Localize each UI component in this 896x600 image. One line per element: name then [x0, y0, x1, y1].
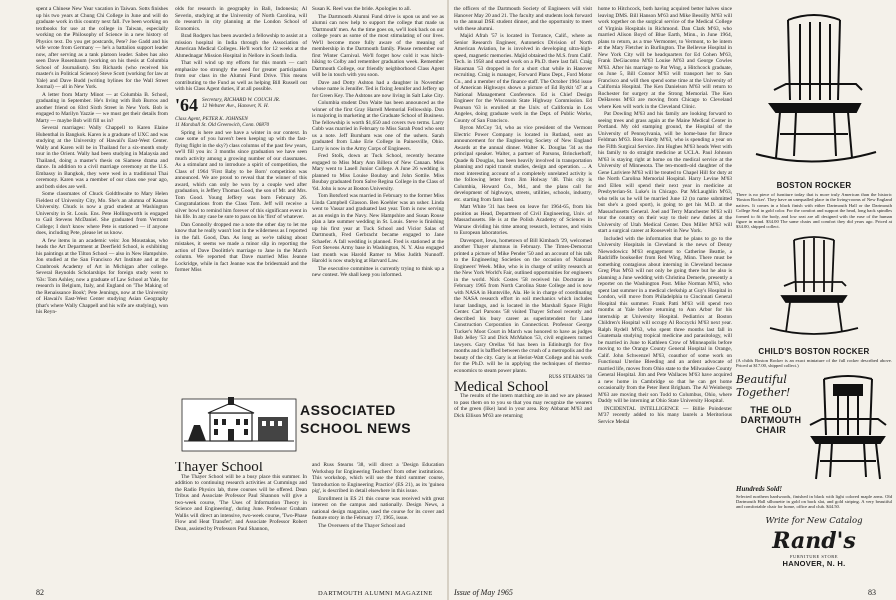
left-column-2	[175, 6, 307, 394]
paragraph: INCIDENTAL INTELLIGENCE — Billie Poindexter M'37 recently added to his many laurels a Meritorious Service Medal	[598, 405, 732, 425]
paragraph: The Thayer School will be a busy place this summer. In addition to continuing research activities at Cummings and the Radio Physics lab, three courses will be offered. Dean Tribus and Associate Professor Paul Shannon will give a two-week course, 'The Uses of Information Theory in Science and Engineering', during June. Professor Graham Wallis will direct an intensive, two-week course, 'Two-Phase Flow and Heat Transfer'; and Associate Professor Robert Dean, assisted by Professors Paul Shannon,	[175, 473, 307, 532]
paragraph: Pat Dowling M'63 and his family are looking forward to seeing trees and grass again at the Maine Medical Center in Portland. My old stamping ground, the Hospital of the University of Pennsylvania, will be home-base for Bruce Feldman M'63. Boss Hardy M'63, who is spending a year on the Fifth Surgical Service. Jim Hughes M'63 heads West with his family to do straight medicine at UCLA. Paul Johnson M'63 is staying right at home on the medical service at the University of Minnesota. The ten-month-old daughter of the Gene Lariviere M'63 will be treated to Chapel Hill for duty at the North Carolina Memorial Hospital. Harry Levine M'63 and Ellen will spend their next year in medicine at Presbyterian-St. Luke's in Chicago. Pat McLaughlin M'63, who tells us he will be married June 12 (to name submitted but she's a good sport), is going to get his M.D. at the Massachusetts General. Joel and Terry Manchester M'63 will tour the country on their way to their new duties at the University of Utah Medical Center. Don Miller M'63 will start a surgical career at Roosevelt in New York.	[598, 111, 732, 234]
childs-rocker-description: (A childs Boston Rocker is an exact miniature of the full rocker described above. Priced at $17.00, shipped collect.)	[736, 357, 892, 369]
issue-date: Issue of May 1965	[454, 588, 513, 597]
paragraph: Majid Afrah '57 is located in Torrance, Calif., where as Senior Research Engineer, Autonetics Division of North American Aviation, he is involved in developing ultra-high-speed, magnetic memories. Majid obtained the M.S. from Calif. Tech. in 1958 and started work on a Ph.D. there last fall. Craig Hausman '53 dropped in for a short chat while in Hanover recruiting. Craig is manager, Forward Plans Dept., Ford Motor Co., and a member of the finance staff. The October 1964 issue of American Highways shows a picture of Ed Byrkit '47 at a National Management Conference. Ed is Chief Design Engineer for the Wisconsin State Highway Commission. Ed Pearson '63 is enrolled at the Univ. of California in Los Angeles, doing graduate work in the Dept. of Public Works, County of San Francisco.	[454, 33, 592, 124]
right-column-1	[454, 6, 592, 584]
secretary-address: 12 Webster Ave., Hanover, N. H.	[202, 102, 269, 109]
brand-logo: Rand's	[772, 527, 856, 554]
thayer-heading: Thayer School	[175, 462, 263, 475]
beautiful-together: Beautiful Together!	[736, 372, 791, 399]
paragraph: olds for research in geography in Bali, Indonesia; Al Severin, studying at the University of North Carolina, will do research in city planning at the London School of Economics.	[175, 6, 307, 32]
associated-school-news-banner	[180, 395, 444, 455]
rocker-description: There is no piece of furniture today that is more truly American than the historic 'Boston Rocker'. They have an unequalled place in the living-rooms of New England natives. It comes in a black finish with either Dartmouth Hall or the Dartmouth College Seal in gold color. For the comfort and support the head, long back spindles formed to fit the body, and low seat are all designed with the ease of the human figure in mind. $34.00 The same chairs and comfort they did years ago. Priced at $34.00, shipped collect.	[736, 192, 892, 230]
right-column-2	[598, 6, 732, 584]
childs-rocker-illustration	[736, 232, 892, 342]
dartmouth-chair-illustration	[806, 373, 890, 483]
class-header-64	[175, 94, 307, 115]
rands-furniture-ad	[736, 8, 892, 580]
dartmouth-chair-block	[736, 373, 892, 483]
paragraph: Several marriages: Wally Chappell to Karen Elaine Hubenthal in Bangkok. Karen is a graduate of UXC and was studying at the University of Hawaii's East-West Center. Wally and Karen will be in Thailand for a six-month study tour in the Orient. Wally had been studying in Malaysia and Thailand, doing a master's thesis on Siamese drama and dance. In addition to a civil marriage ceremony at the U.S. Embassy in Bangkok, they were wed in a traditional Thai ceremony. Karen was a member of our class one year ago, and both sides are well.	[36, 125, 168, 190]
page-number-left: 82	[36, 588, 44, 597]
brand-city: HANOVER, N. H.	[782, 558, 846, 568]
class-agent: Class Agent, PETER K. JOHNSEN	[175, 115, 248, 122]
rocker-title: BOSTON ROCKER	[776, 181, 852, 190]
chair-name-line-2: DARTMOUTH	[740, 414, 802, 425]
childs-rocker-title: CHILD'S BOSTON ROCKER	[758, 346, 870, 356]
paragraph: A letter from Marty Minot — at Columbia B. School, graduating in September. He's living with Bob Burros and another friend on 83rd Sixth Street in New York. Bob is engaged to Marilyn Yazzie — we must get their details from Marty — maybe Bob will fill us in?	[36, 91, 168, 124]
hundreds-sold: Hundreds Sold!	[736, 484, 783, 493]
paragraph: Dan Connolly dropped me a note the other day to let me know that he really wasn't lost in the wilderness as I reported in the fall. Good, Dan. As long as we're talking about mistakes, it seems we made a minor slip in reporting the action of Dave Doolittle's marriage to Jane in the March column. We reported that Dave married Miss Jeanne Lockridge, while in fact Jeanne was the bridesmaid and the former Miss	[175, 221, 307, 274]
left-column-3	[312, 6, 444, 394]
paragraph: Enrollment in ES 21 this course was received with great interest on the campus and nationally. Design News, a national design magazine, used the course for its cover and feature story in the February 17, 1965, issue.	[312, 495, 444, 521]
chair-name-line-3: CHAIR	[756, 424, 786, 435]
paragraph: home to Hitchcock, both having acquired better halves since leaving DMS. Bill Hanson M'63 and Mike Bessilly M'63 will work together on the surgical service of the Medical College of Virginia Hospitals in Richmond. Dan Clark M'63, who married Alison Boyd of Blue Earth, Minn., in June 1964, plans to return, as a true Vermonter, to Vermont, to be intern at the Mary Fletcher in Burlington. The Bellevue Hospital in New York City will be headquarters for Ed Cohen M'63, Frank DeGiacomo M'63 Louise M'63 and George Cowles M'63. After his marriage to Pat Wing, a Hitchcock graduate, on June 5, Bill Connor M'63 will transport her to San Francisco and will then spend some time at the University of California Hospital. The Ken Danielson M'63 will return to Rochester for surgery at the Strong Memorial. The Ken DeHavens M'63 are moving from Chicago to Cleveland where Ken will work in the Cleveland Clinic.	[598, 6, 732, 110]
paragraph: Fred Stolk, down at Tuck School, recently became engaged to Miss Mary Ann Billera of New Canaan. Miss Mary went to Lasell Junior College. A June 26 wedding is planned to Miss Louise Boubay and John Sottile. Miss Boubay graduated from Salve Regina College in the Class of '64. John is now at Boston University.	[312, 153, 444, 192]
catalog-callout: Write for New Catalog	[765, 515, 863, 526]
paragraph: the officers of the Dartmouth Society of Engineers will visit Hanover May 20 and 21. The faculty and students look forward to the annual DSE student dinner, and the opportunity to meet with these alumni.	[454, 6, 592, 32]
paragraph: The executive committee is currently trying to think up a new contest. We shall keep you informed.	[312, 265, 444, 278]
paragraph: Included with the information that he plans to go to the University Hospitals in Cleveland is the news of Denny Niewodowicz M'63 engagement to Catherine Beattie, a Radcliffe bookseller from Red Wing, Minn. There must be something contagious about interning in Cleveland because Greg Plus M'63 will not only be going there but he also is planning a June wedding with Christina Demerle, presently a reporter on the Washington Post. Mike Norman M'63, who spent last summer in a medical clerkship at Guy's Hospital in London, will move from Philadelphia to Cincinnati General Hospital this summer. Frank Patti M'63 will spend two months at Yale before returning to Ann Arbor for his internship at University Hospital. Pediatrics at Boston Children's Hospital will occupy Al Roczycki M'63 next year. Ralph Rydell M'63, who spent three months last fall in Guatemala studying tropical medicine and parasitology, will be married in June to Kathleen Crow of Minneapolis before moving to the Orange County General Hospital in Orange, Calif. John Schwenzel M'63, coauthor of some work on Functional Uterine Bleeding and an ardent advocate of married life, moves from Ohio state to the Milwaukee County General Hospital. Jim and Pete Wallaces M'63 have acquired a new home in Cambridge so that he can get home occasionally from the Peter Bent Brigham. The Al Weinbergs M'63 are moving their son Todd to Columbus, Ohio, where Daddy will be interning at Ohio State University Hospital.	[598, 235, 732, 404]
paragraph: Byron McCoy '34, who as vice president of the Vermont Electric Power Company is located in Rutland, sent an announcement for the Engineering Society of New England Awards at the annual dinner. Walter K. Douglas '34 as the principal speaker. Walter, a partner of Parsons, Brinckerhoff, Quade & Douglas, has been heavily involved in transportation planning and rapid transit studies, design and operation. ... A most interesting account of a completely unrelated activity is the following letter from Jim Holway '48. This city is Columbia, Howard Co., Md., and the plans call for development of highways, streets, utilities, schools, industry, etc. starting from farm land.	[454, 125, 592, 203]
signature: RUSS STEARNS '38	[548, 375, 592, 380]
paragraph: Brad Rodgers has been awarded a fellowship to assist at a mission hospital in India through the Association of American Medical Colleges. He'll work for 12 weeks at the Ahmednagar Mission Hospital in Nellore in South India.	[175, 33, 307, 59]
class-year: '64	[175, 94, 199, 115]
chair-name-line-1: THE OLD	[750, 404, 792, 415]
paragraph: A few items in an academic vein: Jon Moustakas, who heads the Art Department at Deerfield School, is exhibiting his paintings at the Tilton School — also in New Hampshire. Jon studied at the San Francisco Art Institute and at the Cranbrook Academy of Art in Michigan after college. Several Reynolds Scholarships for foreign study went to '63s: Tom Ashley, now a graduate of Law School at Yale, for research in Belgium, Italy, and England on 'The Making of the Renaissance Book'; Pete Jennings, now at the University of Hawaii's East-West Center studying Asian Geography (that's where Wally Chappell and his wife are studying), won his Reyn-	[36, 237, 168, 315]
paragraph: The Overseers of the Thayer School and	[318, 522, 406, 529]
class-agent-address: 11 Marshall St. Old Greenwich, Conn. 06870	[175, 121, 270, 128]
brand-line: FURNITURE STORE	[789, 553, 839, 559]
paragraph: spent a Chinese New Year vacation in Taiwan. Sotts finishes up his two years at Chung Chi College in June and will do graduate work in this country next fall. I've been working on textbooks for use at the college in Taiwan, especially working on the Philosophy of Science in a new history of Physics text. Do you get postcards, Pete? Joe Gadd and his wife wrote from Germany — he's a battalion support leader now, after serving as a tank platoon leader. Sabes has also seen Dave Rosenbaum (working on his thesis at Columbia School of Journalism). Stu Richards (who received his master's in Political Science) Steve Scott (working for law at Yale) and Dave Budd (writing bylines for the Wall Street Journal) — all in New York.	[36, 6, 168, 90]
campus-building-illustration	[180, 395, 298, 455]
paragraph: Tom Botsford was married in February to the former Miss Linda Campbell Glasson. Ben Koehler was an usher. Linda went to Vassar and graduated last year. Tom is now serving as an ensign in the Navy. New Hampshire and Susan Rouse plan a late summer wedding in St. Louis. Steve is finishing up his first year at Tuck School and Vicior Salas of Dartmouth, Fred Gerbracht became engaged to Jane Schaefer. A fall wedding is planned. Fred is stationed at the Fort Stevens Army base in Washington, N. Y. Also engaged last month was Harold Ramer to Miss Judith Nunnoff. Harold is now studying at Harvard Law.	[312, 193, 444, 264]
magazine-title: DARTMOUTH ALUMNI MAGAZINE	[318, 590, 433, 597]
paragraph: Dave and Dotty Ashton had a daughter in November whose name is Jennifer. Ted is fixing Jennifer and Jeffery up for Green Key. The Ashtons are now living in Salt Lake City.	[312, 79, 444, 99]
page-number-right: 83	[868, 588, 876, 597]
secretary: Secretary, RICHARD W. COUCH JR.	[202, 96, 281, 103]
left-column-3b	[312, 462, 444, 584]
boston-rocker-illustration	[736, 8, 892, 176]
paragraph: The Dartmouth Alumni Fund drive is upon us and we as alumni can now help to support the college that made us 'Dartmouth' men. As the time goes on, we'll look back on our college years as some of the most stimulating of our lives. We'll become more fully aware of the meaning of membership in the Dartmouth family. Please remember our first Winter Carnival. We'll forget how cold it was hitch-hiking to Colby and remember graduation week. Remember Dartmouth College, our friendly neighborhood Class Agent will be in touch with you soon.	[312, 13, 444, 78]
paragraph: and Russ Stearns '38, will direct a 'Design Education Workshop for Engineering Teachers' from other institutions. This workshop, which will use the third summer course, 'Introduction to Engineering Practice' (ES 21), as its 'guinea pig', is described in detail elsewhere in this issue.	[312, 462, 444, 494]
class-officers	[202, 97, 280, 109]
medical-heading: Medical School	[454, 378, 549, 395]
left-column-1	[36, 6, 168, 584]
paragraph: Davenport, Iowa, hometown of Bill Kimbach '29, welcomed another Thayer alumnus in February. The Times-Democrat printed a picture of Mike Pender '50 and an account of his talk to the Engineering Societies on the occasion of National Engineers' Week. Mike, who is in charge of utility research at the New York World's Fair, outlined opportunities for engineers in the world. Nick Costes '58 received his Doctorate in February 1965 from North Carolina State College and is now with NASA in Huntsville, Ala. He is in charge of coordinating the NASA research effort in soil mechanics which includes lunar landings, and is located in the Marshall Space Flight Center. Carl Parsons '58 visited Thayer School recently and described his busy career as superintendent for Lane Construction Corporation in Connecticut. Professor George Tucker's Moot Court in March was honored to have as judges Bob Jelley '53 and Dick McMahon '53, civil engineers turned lawyers. Gary Orellas '64 has been in Edinburgh for five months and is baffled between the crush of a metropolis and the beauty of the city. Gary is at Heriot-Watt College and his work for the Ph.D. will be in applying the techniques of thermo-economics to steam power plants.	[454, 237, 592, 374]
paragraph: The results of the intern matching are in and we are pleased to pass them on to you so that you may recognize the wearers of the green (like) land in your area. Roy Abbanat M'63 and Dick Ellison M'63 are returning	[454, 393, 592, 419]
chair-description: Selected northern hardwoods, finished in black with light colored maple arms. Old Dartmouth Hall silhouette in gold on back slat, and gold striping. A very beautiful and comfortable chair for home, office and club. $44.50.	[736, 493, 892, 510]
thayer-school-section	[175, 462, 307, 584]
paragraph: Spring is here and we have a winter in our context. In case some of you haven't been keeping up with the fast-flying flight in the sky?) class columns of the past few years, we'll fill you in: 3 months since graduation we have seen much activity among a growing number of our classmates. As a stimulant and to introduce a spirit of competition, the Class of 1964 'First Baby to be Born' competition was announced. We are proud to reveal that the winner of this award, which can only be won by a couple wed after graduation, is Jeffery Thomas Good, the son of Mr. and Mrs. Tom Good. Young Jeffery was born February 26. Congratulations from the Class Tom. Jeff will receive a silver bowl to remind him forever of this significant event in his life. In any case be sure to pass on his 'first' of whatever.	[175, 129, 307, 221]
page-gutter	[447, 0, 449, 600]
paragraph: That will wind up my efforts for this month — can't emphasize too strongly the need for greater participation from our class in the Alumni Fund Drive. This means contributing to the Fund as well as helping Bill Russell out with his Class Agent duties, if at all possible.	[175, 60, 307, 92]
paragraph: Columbia student Don Waite has been announced as the winner of the first Gray Harrell Memorial Fellowship. Don is majoring in marketing at the Graduate School of Business. The fellowship is worth $1,650 and covers two terms. Larry Cobb was married in February to Miss Sarah Pond who sent us a note. Jeff Burnham was one of the ushers. Sarah graduated from Lake Erie College in Painesville, Ohio. Larry is now in the Army Corps of Engineers.	[312, 100, 444, 152]
paragraph: Some classmates of Chuck Goldthwaite to Mary Helen Fieldest of University City, Mo. She's an alumna of Kansas University. Chuck is now a grad student at Washington University in St. Louis. Ens. Pete Hollingworth is engaged to Gail Stevens McDaniel. She graduated from Vermont College; I don't know where Pete is stationed — if anyone does, including Pete, please let us know.	[36, 191, 168, 236]
banner-title: ASSOCIATED SCHOOL NEWS	[300, 402, 412, 436]
paragraph: Matt White '31 has been on leave for 1964-65, from his position as Head, Department of Civil Engineering, Univ. of Massachusetts. He is at the Polish Academy of Sciences in Warsaw dividing his time among research, lectures, and visits to European laboratories.	[454, 204, 592, 236]
paragraph: Susan K. Reel was the bride. Apologies to all.	[312, 6, 411, 12]
